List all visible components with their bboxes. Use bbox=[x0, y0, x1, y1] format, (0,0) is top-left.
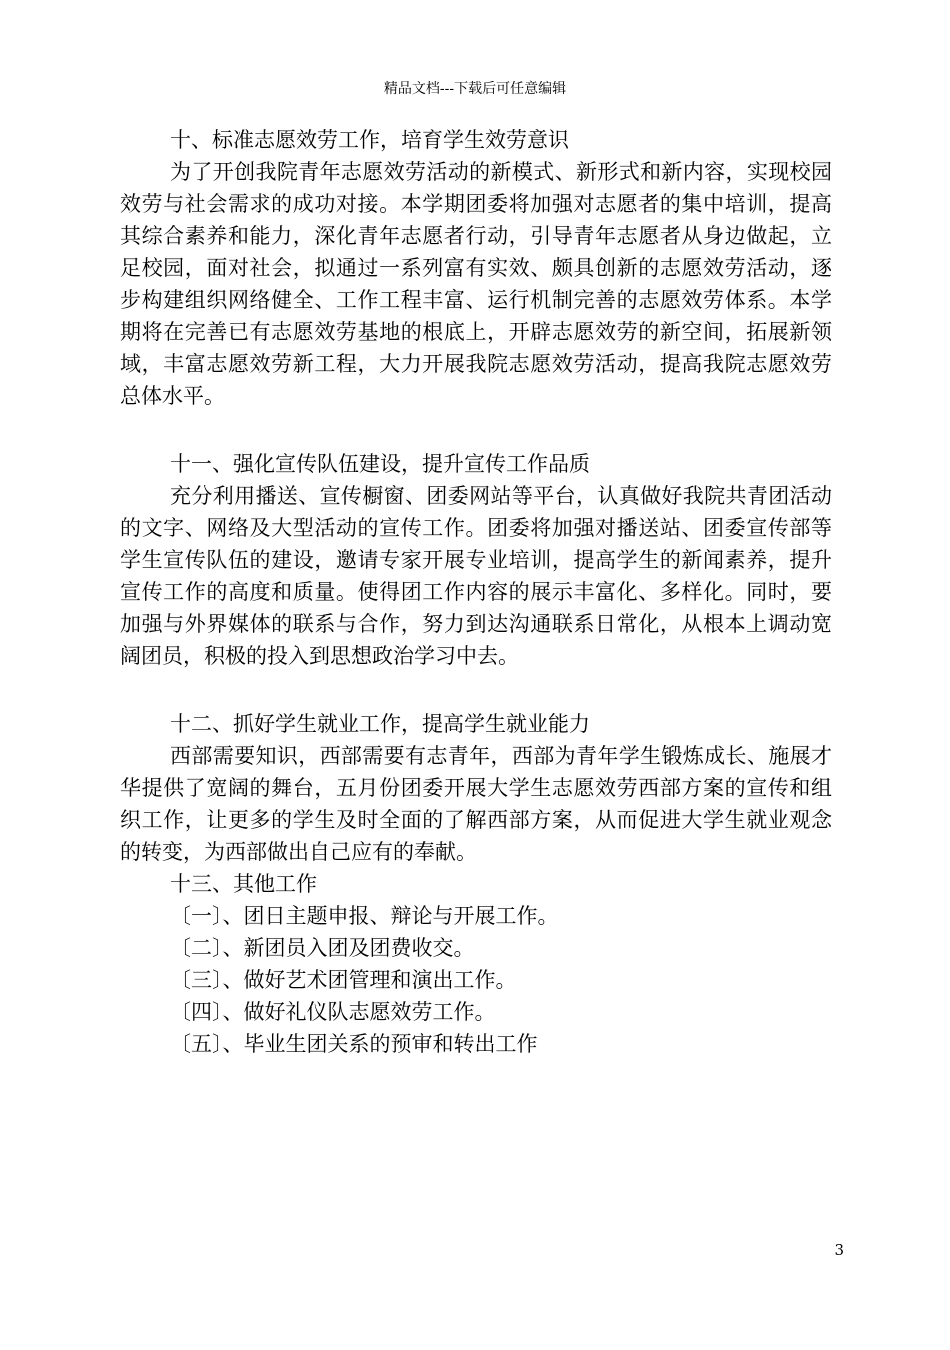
section-title: 十一、强化宣传队伍建设，提升宣传工作品质 bbox=[170, 452, 590, 476]
other-work-item: 〔一〕、团日主题申报、辩论与开展工作。 bbox=[170, 904, 559, 928]
section-other-work bbox=[120, 868, 832, 1060]
section-publicity-team bbox=[120, 448, 832, 672]
section-volunteer-service bbox=[120, 124, 832, 412]
section-title: 十、标准志愿效劳工作，培育学生效劳意识 bbox=[170, 128, 569, 152]
document-body bbox=[120, 124, 832, 1060]
other-work-title: 十三、其他工作 bbox=[170, 872, 317, 896]
other-work-item: 〔五〕、毕业生团关系的预审和转出工作 bbox=[170, 1032, 538, 1056]
section-spacer bbox=[120, 412, 832, 448]
document-header: 精品文档---下载后可任意编辑 bbox=[383, 81, 567, 97]
section-paragraph: 西部需要知识，西部需要有志青年，西部为青年学生锻炼成长、施展才华提供了宽阔的舞台，五月份团委开展大学生志愿效劳西部方案的宣传和组织工作，让更多的学生及时全面的了解西部方案，从而促进大学生就业观念的转变，为西部做出自己应有的奉献。 bbox=[120, 744, 832, 864]
section-student-employment bbox=[120, 708, 832, 868]
page-number: 3 bbox=[834, 1241, 844, 1259]
other-work-item: 〔二〕、新团员入团及团费收交。 bbox=[170, 936, 475, 960]
section-spacer bbox=[120, 672, 832, 708]
section-paragraph: 充分利用播送、宣传橱窗、团委网站等平台，认真做好我院共青团活动的文字、网络及大型活动的宣传工作。团委将加强对播送站、团委宣传部等学生宣传队伍的建设，邀请专家开展专业培训，提高学生的新闻素养，提升宣传工作的高度和质量。使得团工作内容的展示丰富化、多样化。同时，要加强与外界媒体的联系与合作，努力到达沟通联系日常化，从根本上调动宽阔团员，积极的投入到思想政治学习中去。 bbox=[120, 484, 832, 668]
other-work-item: 〔三〕、做好艺术团管理和演出工作。 bbox=[170, 968, 517, 992]
section-title: 十二、抓好学生就业工作，提高学生就业能力 bbox=[170, 712, 590, 736]
other-work-item: 〔四〕、做好礼仪队志愿效劳工作。 bbox=[170, 1000, 496, 1024]
section-paragraph: 为了开创我院青年志愿效劳活动的新模式、新形式和新内容，实现校园效劳与社会需求的成功对接。本学期团委将加强对志愿者的集中培训，提高其综合素养和能力，深化青年志愿者行动，引导青年志愿者从身边做起，立足校园，面对社会，拟通过一系列富有实效、颇具创新的志愿效劳活动，逐步构建组织网络健全、工作工程丰富、运行机制完善的志愿效劳体系。本学期将在完善已有志愿效劳基地的根底上，开辟志愿效劳的新空间，拓展新领域，丰富志愿效劳新工程，大力开展我院志愿效劳活动，提高我院志愿效劳总体水平。 bbox=[120, 160, 832, 408]
